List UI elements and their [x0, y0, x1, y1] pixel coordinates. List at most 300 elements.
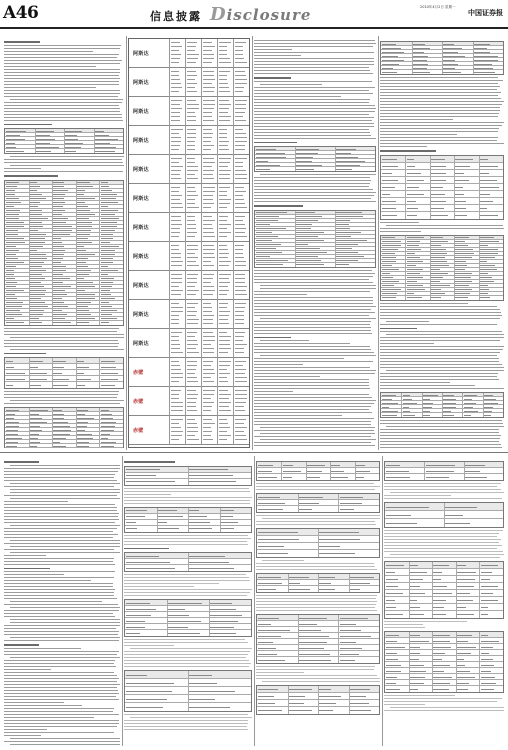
- text-line: [4, 693, 119, 694]
- cell-text: [171, 75, 179, 76]
- table-row: [257, 529, 379, 536]
- table-cell: [101, 222, 117, 223]
- cell-text: [203, 120, 215, 121]
- table-cell: [77, 274, 89, 275]
- table-cell: [126, 481, 175, 482]
- cell-text: [219, 381, 228, 382]
- cell-text: [203, 58, 214, 59]
- table-cell: [474, 44, 491, 45]
- text-line: [4, 589, 115, 590]
- text-line: [384, 489, 501, 490]
- heading-line: [124, 461, 175, 463]
- cell-text: [219, 166, 229, 167]
- table-cell: [77, 442, 89, 443]
- table-cell: [426, 465, 456, 466]
- table-cell: [433, 635, 450, 636]
- cell-text: [203, 257, 216, 258]
- table-cell: [258, 465, 273, 466]
- cell-text: [171, 427, 181, 428]
- cell-text: [219, 311, 231, 312]
- table-cell: [30, 318, 39, 319]
- text-line: [4, 331, 117, 332]
- table-cell: [431, 194, 445, 195]
- cell-text: [187, 46, 196, 47]
- cell-text: [171, 344, 180, 345]
- text-line: [256, 598, 376, 599]
- heading-line: [380, 328, 417, 330]
- cell-text: [219, 216, 228, 217]
- table-cell: [6, 258, 18, 259]
- text-line: [256, 669, 374, 670]
- table-cell: [455, 293, 470, 294]
- table-cell: [382, 399, 392, 400]
- table-cell: [336, 252, 358, 253]
- cell-text: [171, 253, 182, 254]
- table-cell: [126, 691, 172, 692]
- table-cell: [433, 665, 449, 666]
- text-line: [4, 534, 118, 535]
- table-cell: [6, 414, 15, 415]
- cell-text: [235, 390, 247, 391]
- text-line: [4, 93, 120, 94]
- cell-text: [171, 303, 179, 304]
- text-line: [256, 595, 377, 596]
- table-cell: [256, 228, 286, 229]
- table-cell: [53, 298, 62, 299]
- cell-text: [187, 435, 196, 436]
- table-cell: [386, 507, 429, 508]
- cell-text: [219, 439, 227, 440]
- text-line: [380, 355, 497, 356]
- table-cell: [407, 289, 426, 290]
- text-line: [124, 726, 247, 727]
- table-cell: [299, 503, 319, 504]
- table-cell: [53, 322, 70, 323]
- table-cell: [433, 579, 441, 580]
- table-cell: [299, 660, 331, 661]
- cell-text: [219, 174, 231, 175]
- table-row: [381, 212, 503, 219]
- text-line: [384, 530, 503, 531]
- table-cell: [386, 647, 404, 648]
- table-cell: [256, 252, 282, 253]
- table-cell: [350, 696, 367, 697]
- table-cell: [53, 286, 71, 287]
- table-cell: [101, 367, 116, 368]
- text-line: [254, 52, 374, 53]
- table-cell: [77, 298, 95, 299]
- table-cell: [53, 242, 62, 243]
- table-cell: [423, 411, 430, 412]
- table-row: [381, 198, 503, 205]
- table-cell: [101, 410, 109, 411]
- table-cell: [126, 475, 156, 476]
- cell-text: [203, 365, 212, 366]
- cell-text: [187, 178, 199, 179]
- heading-line: [4, 41, 40, 43]
- table-cell: [382, 180, 398, 181]
- table-cell: [407, 245, 419, 246]
- cell-text: [219, 199, 231, 200]
- table-row: [381, 205, 503, 212]
- table-cell: [455, 208, 465, 209]
- table-cell: [407, 194, 424, 195]
- table-cell: [457, 641, 468, 642]
- cell-text: [219, 62, 231, 63]
- text-line: [254, 135, 371, 136]
- table-cell: [258, 477, 277, 478]
- text-line: [4, 391, 119, 392]
- table-cell: [307, 465, 325, 466]
- text-line: [124, 595, 247, 596]
- cell-text: [171, 178, 181, 179]
- cell-text: [203, 79, 216, 80]
- table-cell: [455, 194, 464, 195]
- cell-text: [203, 435, 212, 436]
- text-line: [256, 666, 375, 667]
- text-line: [4, 501, 68, 502]
- table-cell: [484, 415, 491, 416]
- text-line: [254, 306, 376, 307]
- table-cell: [30, 418, 42, 419]
- data-table: [384, 461, 504, 481]
- cell-text: [219, 120, 231, 121]
- cell-text: [203, 319, 214, 320]
- table-cell: [433, 677, 451, 678]
- trademark-logo: 阿斯达: [133, 109, 149, 115]
- data-table: [380, 392, 504, 418]
- table-cell: [6, 147, 16, 148]
- table-cell: [480, 237, 494, 238]
- cell-text: [187, 344, 199, 345]
- text-line: [124, 544, 248, 545]
- cell-text: [187, 112, 195, 113]
- table-cell: [30, 214, 42, 215]
- cell-text: [219, 108, 230, 109]
- cell-text: [171, 104, 180, 105]
- table-cell: [340, 503, 362, 504]
- cell-text: [187, 108, 200, 109]
- cell-text: [187, 419, 195, 420]
- cell-text: [235, 62, 248, 63]
- text-line: [124, 577, 249, 578]
- table-cell: [256, 212, 287, 213]
- text-line: [124, 645, 174, 646]
- table-row: [5, 149, 123, 153]
- table-cell: [210, 621, 238, 622]
- table-cell: [386, 593, 403, 594]
- table-cell: [77, 438, 93, 439]
- text-line: [124, 592, 250, 593]
- text-line: [10, 601, 102, 602]
- table-cell: [77, 222, 92, 223]
- text-line: [384, 495, 451, 496]
- data-table: [384, 631, 504, 693]
- table-cell: [53, 254, 64, 255]
- cell-text: [187, 245, 199, 246]
- text-line: [380, 358, 499, 359]
- table-cell: [336, 165, 360, 166]
- cell-text: [203, 195, 213, 196]
- text-line: [4, 114, 122, 115]
- table-cell: [433, 572, 442, 573]
- table-cell: [6, 426, 19, 427]
- cell-text: [171, 187, 180, 188]
- table-cell: [77, 242, 92, 243]
- table-cell: [480, 297, 490, 298]
- cell-text: [171, 290, 183, 291]
- cell-text: [219, 423, 229, 424]
- text-line: [384, 710, 504, 711]
- cell-text: [219, 203, 230, 204]
- data-table: [254, 210, 376, 268]
- section-title: 信息披露: [150, 10, 202, 23]
- text-line: [380, 306, 497, 307]
- table-cell: [126, 562, 170, 563]
- cell-text: [235, 278, 245, 279]
- table-cell: [221, 510, 234, 511]
- cell-text: [171, 91, 180, 92]
- table-cell: [457, 665, 465, 666]
- text-line: [124, 639, 245, 640]
- table-cell: [431, 173, 446, 174]
- cell-text: [219, 290, 229, 291]
- table-cell: [336, 232, 361, 233]
- table-cell: [350, 583, 370, 584]
- table-row: [257, 586, 379, 592]
- table-cell: [53, 426, 69, 427]
- cell-text: [187, 174, 196, 175]
- table-row: [381, 296, 503, 300]
- text-line: [256, 486, 380, 487]
- cell-text: [187, 129, 197, 130]
- table-cell: [382, 281, 399, 282]
- table-cell: [30, 442, 40, 443]
- table-cell: [289, 583, 300, 584]
- cell-text: [187, 278, 197, 279]
- text-line: [4, 328, 119, 329]
- table-cell: [481, 659, 493, 660]
- cell-text: [203, 340, 216, 341]
- text-line: [254, 120, 372, 121]
- table-cell: [382, 173, 391, 174]
- cell-text: [203, 390, 215, 391]
- table-cell: [30, 190, 37, 191]
- table-cell: [30, 266, 42, 267]
- cell-text: [187, 191, 196, 192]
- table-cell: [101, 426, 115, 427]
- table-cell: [30, 422, 48, 423]
- table-cell: [413, 68, 427, 69]
- table-cell: [443, 68, 454, 69]
- table-cell: [30, 226, 44, 227]
- heading-line: [254, 205, 303, 207]
- text-line: [256, 601, 377, 602]
- text-line: [254, 367, 370, 368]
- table-cell: [407, 215, 417, 216]
- table-cell: [336, 157, 358, 158]
- cell-text: [235, 236, 248, 237]
- table-cell: [30, 434, 40, 435]
- table-cell: [77, 418, 94, 419]
- text-line: [254, 201, 376, 202]
- table-cell: [319, 696, 341, 697]
- cell-text: [219, 129, 227, 130]
- text-line: [380, 110, 500, 111]
- cell-text: [187, 423, 198, 424]
- table-cell: [36, 131, 54, 132]
- cell-text: [235, 323, 244, 324]
- text-line: [4, 522, 115, 523]
- table-cell: [382, 277, 393, 278]
- table-cell: [481, 572, 492, 573]
- cell-text: [219, 158, 232, 159]
- table-cell: [126, 683, 174, 684]
- cell-text: [187, 50, 195, 51]
- table-row: [5, 382, 123, 388]
- text-line: [254, 43, 376, 44]
- cell-text: [235, 319, 245, 320]
- table-cell: [413, 44, 425, 45]
- table-cell: [158, 516, 183, 517]
- heading-line: [254, 77, 291, 79]
- cell-text: [171, 191, 179, 192]
- cell-text: [219, 402, 231, 403]
- text-line: [380, 385, 475, 386]
- table-cell: [336, 256, 363, 257]
- table-cell: [474, 68, 493, 69]
- cell-text: [235, 307, 246, 308]
- text-line: [254, 418, 374, 419]
- table-cell: [6, 446, 17, 447]
- text-line: [384, 539, 501, 540]
- table-cell: [126, 609, 156, 610]
- table-cell: [6, 182, 19, 183]
- cell-text: [235, 133, 246, 134]
- table-cell: [319, 577, 334, 578]
- table-cell: [433, 683, 450, 684]
- cell-text: [187, 323, 199, 324]
- table-cell: [433, 659, 442, 660]
- text-line: [256, 563, 374, 564]
- table-cell: [299, 509, 312, 510]
- text-line: [380, 116, 498, 117]
- text-line: [384, 701, 497, 702]
- text-line: [254, 373, 375, 374]
- table-cell: [126, 675, 146, 676]
- cell-text: [187, 340, 197, 341]
- text-line: [4, 111, 120, 112]
- cell-text: [187, 290, 199, 291]
- table-cell: [296, 236, 318, 237]
- table-cell: [410, 635, 420, 636]
- table-cell: [30, 282, 41, 283]
- cell-text: [171, 282, 182, 283]
- table-cell: [30, 230, 38, 231]
- table-cell: [382, 60, 403, 61]
- cell-text: [171, 435, 182, 436]
- table-cell: [386, 579, 398, 580]
- table-cell: [101, 258, 113, 259]
- cell-text: [235, 108, 246, 109]
- cell-text: [219, 294, 228, 295]
- cell-text: [187, 361, 197, 362]
- cell-text: [171, 319, 180, 320]
- table-cell: [53, 238, 61, 239]
- table-row: [381, 70, 503, 74]
- table-cell: [336, 149, 355, 150]
- text-line: [254, 189, 373, 190]
- table-row: [385, 597, 503, 604]
- text-line: [380, 315, 502, 316]
- table-cell: [77, 270, 91, 271]
- table-cell: [95, 131, 104, 132]
- table-cell: [480, 273, 488, 274]
- cell-text: [187, 203, 196, 204]
- table-cell: [336, 260, 358, 261]
- cell-text: [235, 170, 246, 171]
- text-line: [260, 288, 376, 289]
- table-cell: [168, 609, 185, 610]
- table-cell: [410, 653, 420, 654]
- cell-text: [235, 232, 245, 233]
- data-table: [256, 461, 380, 481]
- text-line: [380, 125, 502, 126]
- text-line: [254, 270, 372, 271]
- table-cell: [6, 442, 18, 443]
- cell-text: [235, 207, 248, 208]
- cell-text: [235, 83, 247, 84]
- cell-text: [171, 294, 182, 295]
- table-cell: [256, 161, 268, 162]
- table-cell: [407, 265, 416, 266]
- cell-text: [219, 224, 232, 225]
- heading-line: [4, 353, 46, 355]
- table-cell: [382, 411, 398, 412]
- table-cell: [407, 241, 421, 242]
- text-line: [380, 343, 434, 344]
- cell-text: [235, 423, 244, 424]
- table-cell: [410, 614, 424, 615]
- table-cell: [210, 627, 233, 628]
- table-cell: [256, 153, 285, 154]
- table-cell: [101, 302, 110, 303]
- table-row: [381, 413, 503, 417]
- text-line: [124, 491, 250, 492]
- text-line: [380, 83, 498, 84]
- table-cell: [95, 147, 117, 148]
- table-cell: [480, 245, 488, 246]
- cell-text: [203, 402, 215, 403]
- table-cell: [386, 677, 396, 678]
- table-cell: [382, 249, 398, 250]
- table-cell: [336, 153, 351, 154]
- cell-text: [235, 419, 246, 420]
- table-cell: [457, 683, 469, 684]
- cell-text: [235, 265, 247, 266]
- trademark-logo: 阿斯达: [133, 138, 149, 144]
- text-line: [254, 96, 341, 97]
- table-cell: [319, 539, 359, 540]
- table-cell: [382, 273, 390, 274]
- table-cell: [77, 226, 92, 227]
- text-line: [4, 159, 122, 160]
- table-cell: [6, 430, 18, 431]
- table-cell: [53, 306, 67, 307]
- text-line: [4, 663, 114, 664]
- cell-text: [203, 108, 215, 109]
- cell-text: [235, 75, 247, 76]
